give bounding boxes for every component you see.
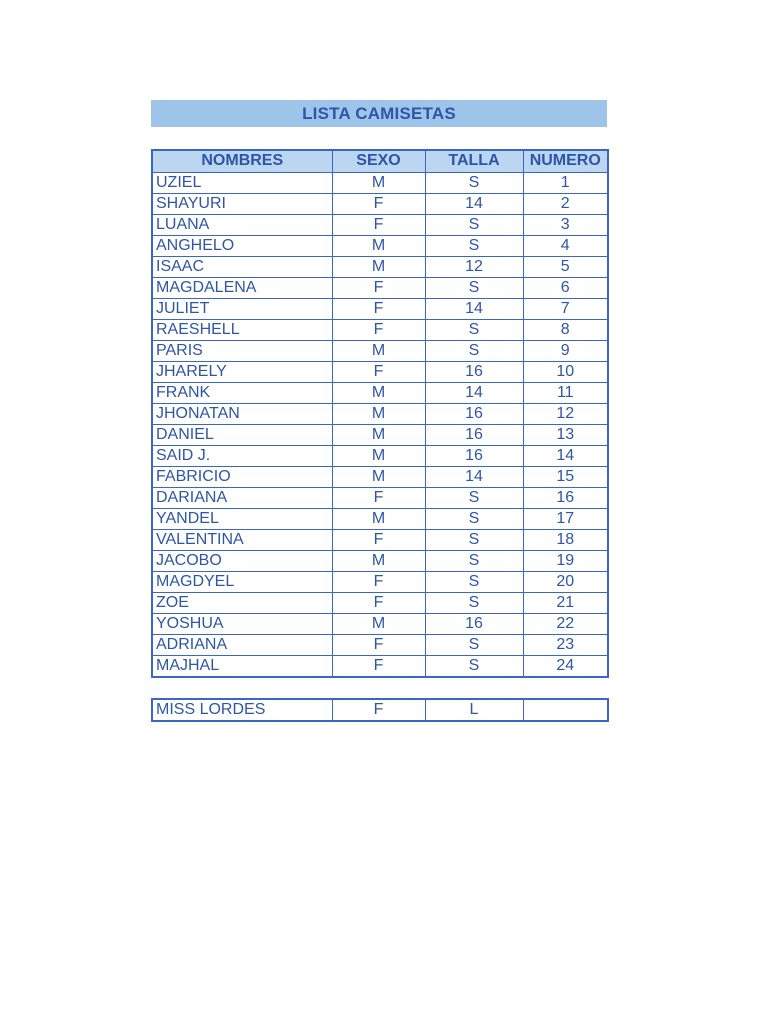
cell-nombre: MISS LORDES xyxy=(152,699,332,721)
cell-talla: S xyxy=(425,634,523,655)
table-row xyxy=(152,466,608,487)
cell-sexo: M xyxy=(332,340,425,361)
cell-talla: 14 xyxy=(425,193,523,214)
table-row xyxy=(152,403,608,424)
column-header-nombres: NOMBRES xyxy=(152,150,332,172)
table-row xyxy=(152,550,608,571)
table-row xyxy=(152,655,608,677)
cell-nombre: DARIANA xyxy=(152,487,332,508)
cell-numero: 8 xyxy=(523,319,608,340)
cell-numero: 13 xyxy=(523,424,608,445)
cell-nombre: YOSHUA xyxy=(152,613,332,634)
cell-numero: 7 xyxy=(523,298,608,319)
table-row xyxy=(152,529,608,550)
cell-talla: 14 xyxy=(425,298,523,319)
cell-nombre: LUANA xyxy=(152,214,332,235)
table-row xyxy=(152,487,608,508)
table-row xyxy=(152,214,608,235)
table-row xyxy=(152,361,608,382)
cell-talla: 14 xyxy=(425,466,523,487)
table-row xyxy=(152,277,608,298)
cell-numero: 1 xyxy=(523,172,608,193)
cell-talla: S xyxy=(425,508,523,529)
cell-nombre: YANDEL xyxy=(152,508,332,529)
cell-sexo: F xyxy=(332,571,425,592)
cell-sexo: F xyxy=(332,361,425,382)
cell-sexo: F xyxy=(332,214,425,235)
cell-numero: 19 xyxy=(523,550,608,571)
cell-nombre: JHONATAN xyxy=(152,403,332,424)
table-row xyxy=(152,424,608,445)
cell-talla: 16 xyxy=(425,403,523,424)
cell-talla: S xyxy=(425,571,523,592)
cell-talla: S xyxy=(425,235,523,256)
table-body xyxy=(152,172,608,677)
shirt-list-table xyxy=(151,149,609,678)
table-row xyxy=(152,298,608,319)
cell-talla: S xyxy=(425,214,523,235)
table-row xyxy=(152,256,608,277)
cell-talla: S xyxy=(425,277,523,298)
cell-talla: 16 xyxy=(425,424,523,445)
cell-nombre: UZIEL xyxy=(152,172,332,193)
cell-sexo: F xyxy=(332,592,425,613)
cell-numero: 11 xyxy=(523,382,608,403)
cell-talla: S xyxy=(425,655,523,677)
table-row xyxy=(152,382,608,403)
table-row xyxy=(152,613,608,634)
cell-numero: 17 xyxy=(523,508,608,529)
table-row xyxy=(152,319,608,340)
table-header-row xyxy=(152,150,608,172)
cell-sexo: F xyxy=(332,319,425,340)
cell-nombre: VALENTINA xyxy=(152,529,332,550)
cell-talla: S xyxy=(425,550,523,571)
cell-nombre: SAID J. xyxy=(152,445,332,466)
cell-nombre: SHAYURI xyxy=(152,193,332,214)
column-header-talla: TALLA xyxy=(425,150,523,172)
cell-sexo: F xyxy=(332,277,425,298)
cell-nombre: JHARELY xyxy=(152,361,332,382)
cell-talla: S xyxy=(425,487,523,508)
table-row xyxy=(152,634,608,655)
cell-nombre: PARIS xyxy=(152,340,332,361)
cell-sexo: M xyxy=(332,382,425,403)
cell-nombre: ADRIANA xyxy=(152,634,332,655)
cell-numero: 3 xyxy=(523,214,608,235)
table-row xyxy=(152,445,608,466)
cell-talla: 14 xyxy=(425,382,523,403)
cell-numero: 6 xyxy=(523,277,608,298)
cell-nombre: RAESHELL xyxy=(152,319,332,340)
cell-sexo: M xyxy=(332,424,425,445)
cell-sexo: M xyxy=(332,403,425,424)
cell-talla: S xyxy=(425,340,523,361)
extra-table xyxy=(151,698,609,722)
cell-sexo: F xyxy=(332,634,425,655)
cell-numero: 24 xyxy=(523,655,608,677)
cell-nombre: DANIEL xyxy=(152,424,332,445)
cell-sexo: F xyxy=(332,699,425,721)
cell-nombre: ZOE xyxy=(152,592,332,613)
cell-sexo: M xyxy=(332,256,425,277)
cell-sexo: M xyxy=(332,172,425,193)
cell-sexo: M xyxy=(332,508,425,529)
table-row xyxy=(152,571,608,592)
column-header-sexo: SEXO xyxy=(332,150,425,172)
cell-nombre: ISAAC xyxy=(152,256,332,277)
cell-numero: 21 xyxy=(523,592,608,613)
cell-talla: S xyxy=(425,592,523,613)
cell-talla: 16 xyxy=(425,445,523,466)
cell-talla: 12 xyxy=(425,256,523,277)
page-title: LISTA CAMISETAS xyxy=(151,100,607,127)
table-row xyxy=(152,508,608,529)
table-row xyxy=(152,235,608,256)
table-row xyxy=(152,340,608,361)
cell-numero: 15 xyxy=(523,466,608,487)
cell-numero: 9 xyxy=(523,340,608,361)
cell-talla: S xyxy=(425,529,523,550)
cell-nombre: JACOBO xyxy=(152,550,332,571)
cell-talla: 16 xyxy=(425,613,523,634)
cell-numero: 23 xyxy=(523,634,608,655)
cell-numero: 16 xyxy=(523,487,608,508)
cell-nombre: MAGDYEL xyxy=(152,571,332,592)
table-row xyxy=(152,172,608,193)
cell-talla: S xyxy=(425,172,523,193)
cell-sexo: M xyxy=(332,550,425,571)
cell-sexo: F xyxy=(332,487,425,508)
cell-numero: 12 xyxy=(523,403,608,424)
cell-numero: 20 xyxy=(523,571,608,592)
cell-talla: S xyxy=(425,319,523,340)
table-row xyxy=(152,699,608,721)
cell-sexo: M xyxy=(332,235,425,256)
cell-numero: 14 xyxy=(523,445,608,466)
cell-nombre: MAGDALENA xyxy=(152,277,332,298)
cell-nombre: ANGHELO xyxy=(152,235,332,256)
cell-nombre: MAJHAL xyxy=(152,655,332,677)
cell-numero: 5 xyxy=(523,256,608,277)
cell-numero: 10 xyxy=(523,361,608,382)
cell-sexo: M xyxy=(332,613,425,634)
cell-talla: L xyxy=(425,699,523,721)
cell-sexo: F xyxy=(332,193,425,214)
cell-sexo: F xyxy=(332,655,425,677)
column-header-numero: NUMERO xyxy=(523,150,608,172)
cell-nombre: FABRICIO xyxy=(152,466,332,487)
cell-nombre: FRANK xyxy=(152,382,332,403)
cell-numero: 2 xyxy=(523,193,608,214)
table-row xyxy=(152,193,608,214)
table-row xyxy=(152,592,608,613)
cell-sexo: M xyxy=(332,445,425,466)
cell-numero: 4 xyxy=(523,235,608,256)
cell-sexo: F xyxy=(332,298,425,319)
cell-sexo: M xyxy=(332,466,425,487)
cell-numero: 18 xyxy=(523,529,608,550)
cell-sexo: F xyxy=(332,529,425,550)
cell-nombre: JULIET xyxy=(152,298,332,319)
cell-numero xyxy=(523,699,608,721)
cell-numero: 22 xyxy=(523,613,608,634)
cell-talla: 16 xyxy=(425,361,523,382)
